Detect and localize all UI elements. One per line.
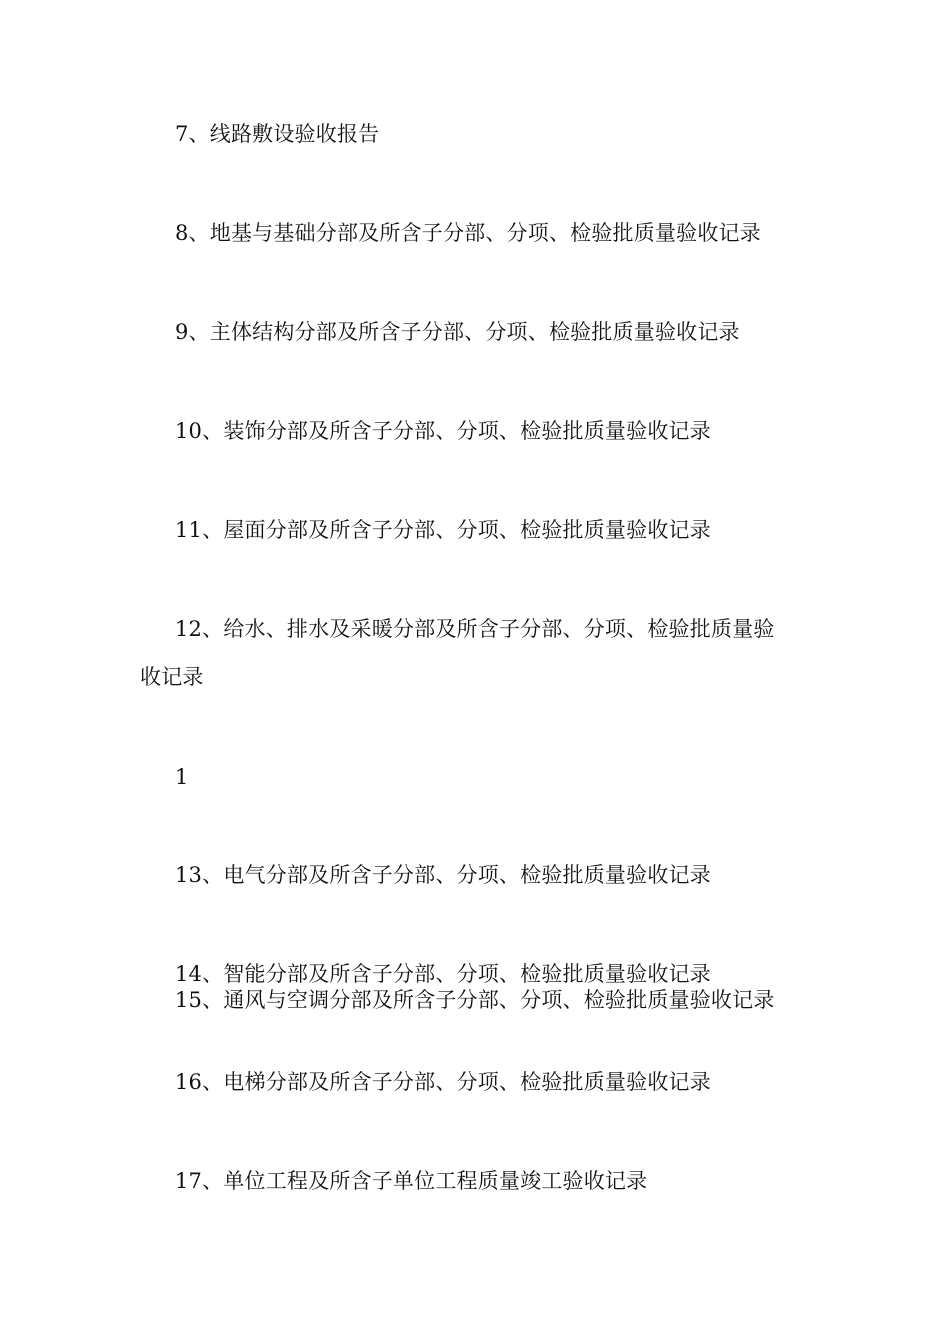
list-item: 12、给水、排水及采暖分部及所含子分部、分项、检验批质量验 [175,617,775,641]
list-item: 8、地基与基础分部及所含子分部、分项、检验批质量验收记录 [175,221,761,245]
list-item: 11、屋面分部及所含子分部、分项、检验批质量验收记录 [175,518,711,542]
page-number: 1 [175,765,189,789]
list-item: 10、装饰分部及所含子分部、分项、检验批质量验收记录 [175,419,711,443]
list-item: 16、电梯分部及所含子分部、分项、检验批质量验收记录 [175,1070,711,1094]
list-item: 13、电气分部及所含子分部、分项、检验批质量验收记录 [175,863,711,887]
list-item: 15、通风与空调分部及所含子分部、分项、检验批质量验收记录 [175,988,775,1012]
list-item: 9、主体结构分部及所含子分部、分项、检验批质量验收记录 [175,320,740,344]
list-item: 14、智能分部及所含子分部、分项、检验批质量验收记录 [175,962,711,986]
list-item-continuation: 收记录 [140,665,204,689]
list-item: 7、线路敷设验收报告 [175,122,380,146]
list-item: 17、单位工程及所含子单位工程质量竣工验收记录 [175,1169,648,1193]
